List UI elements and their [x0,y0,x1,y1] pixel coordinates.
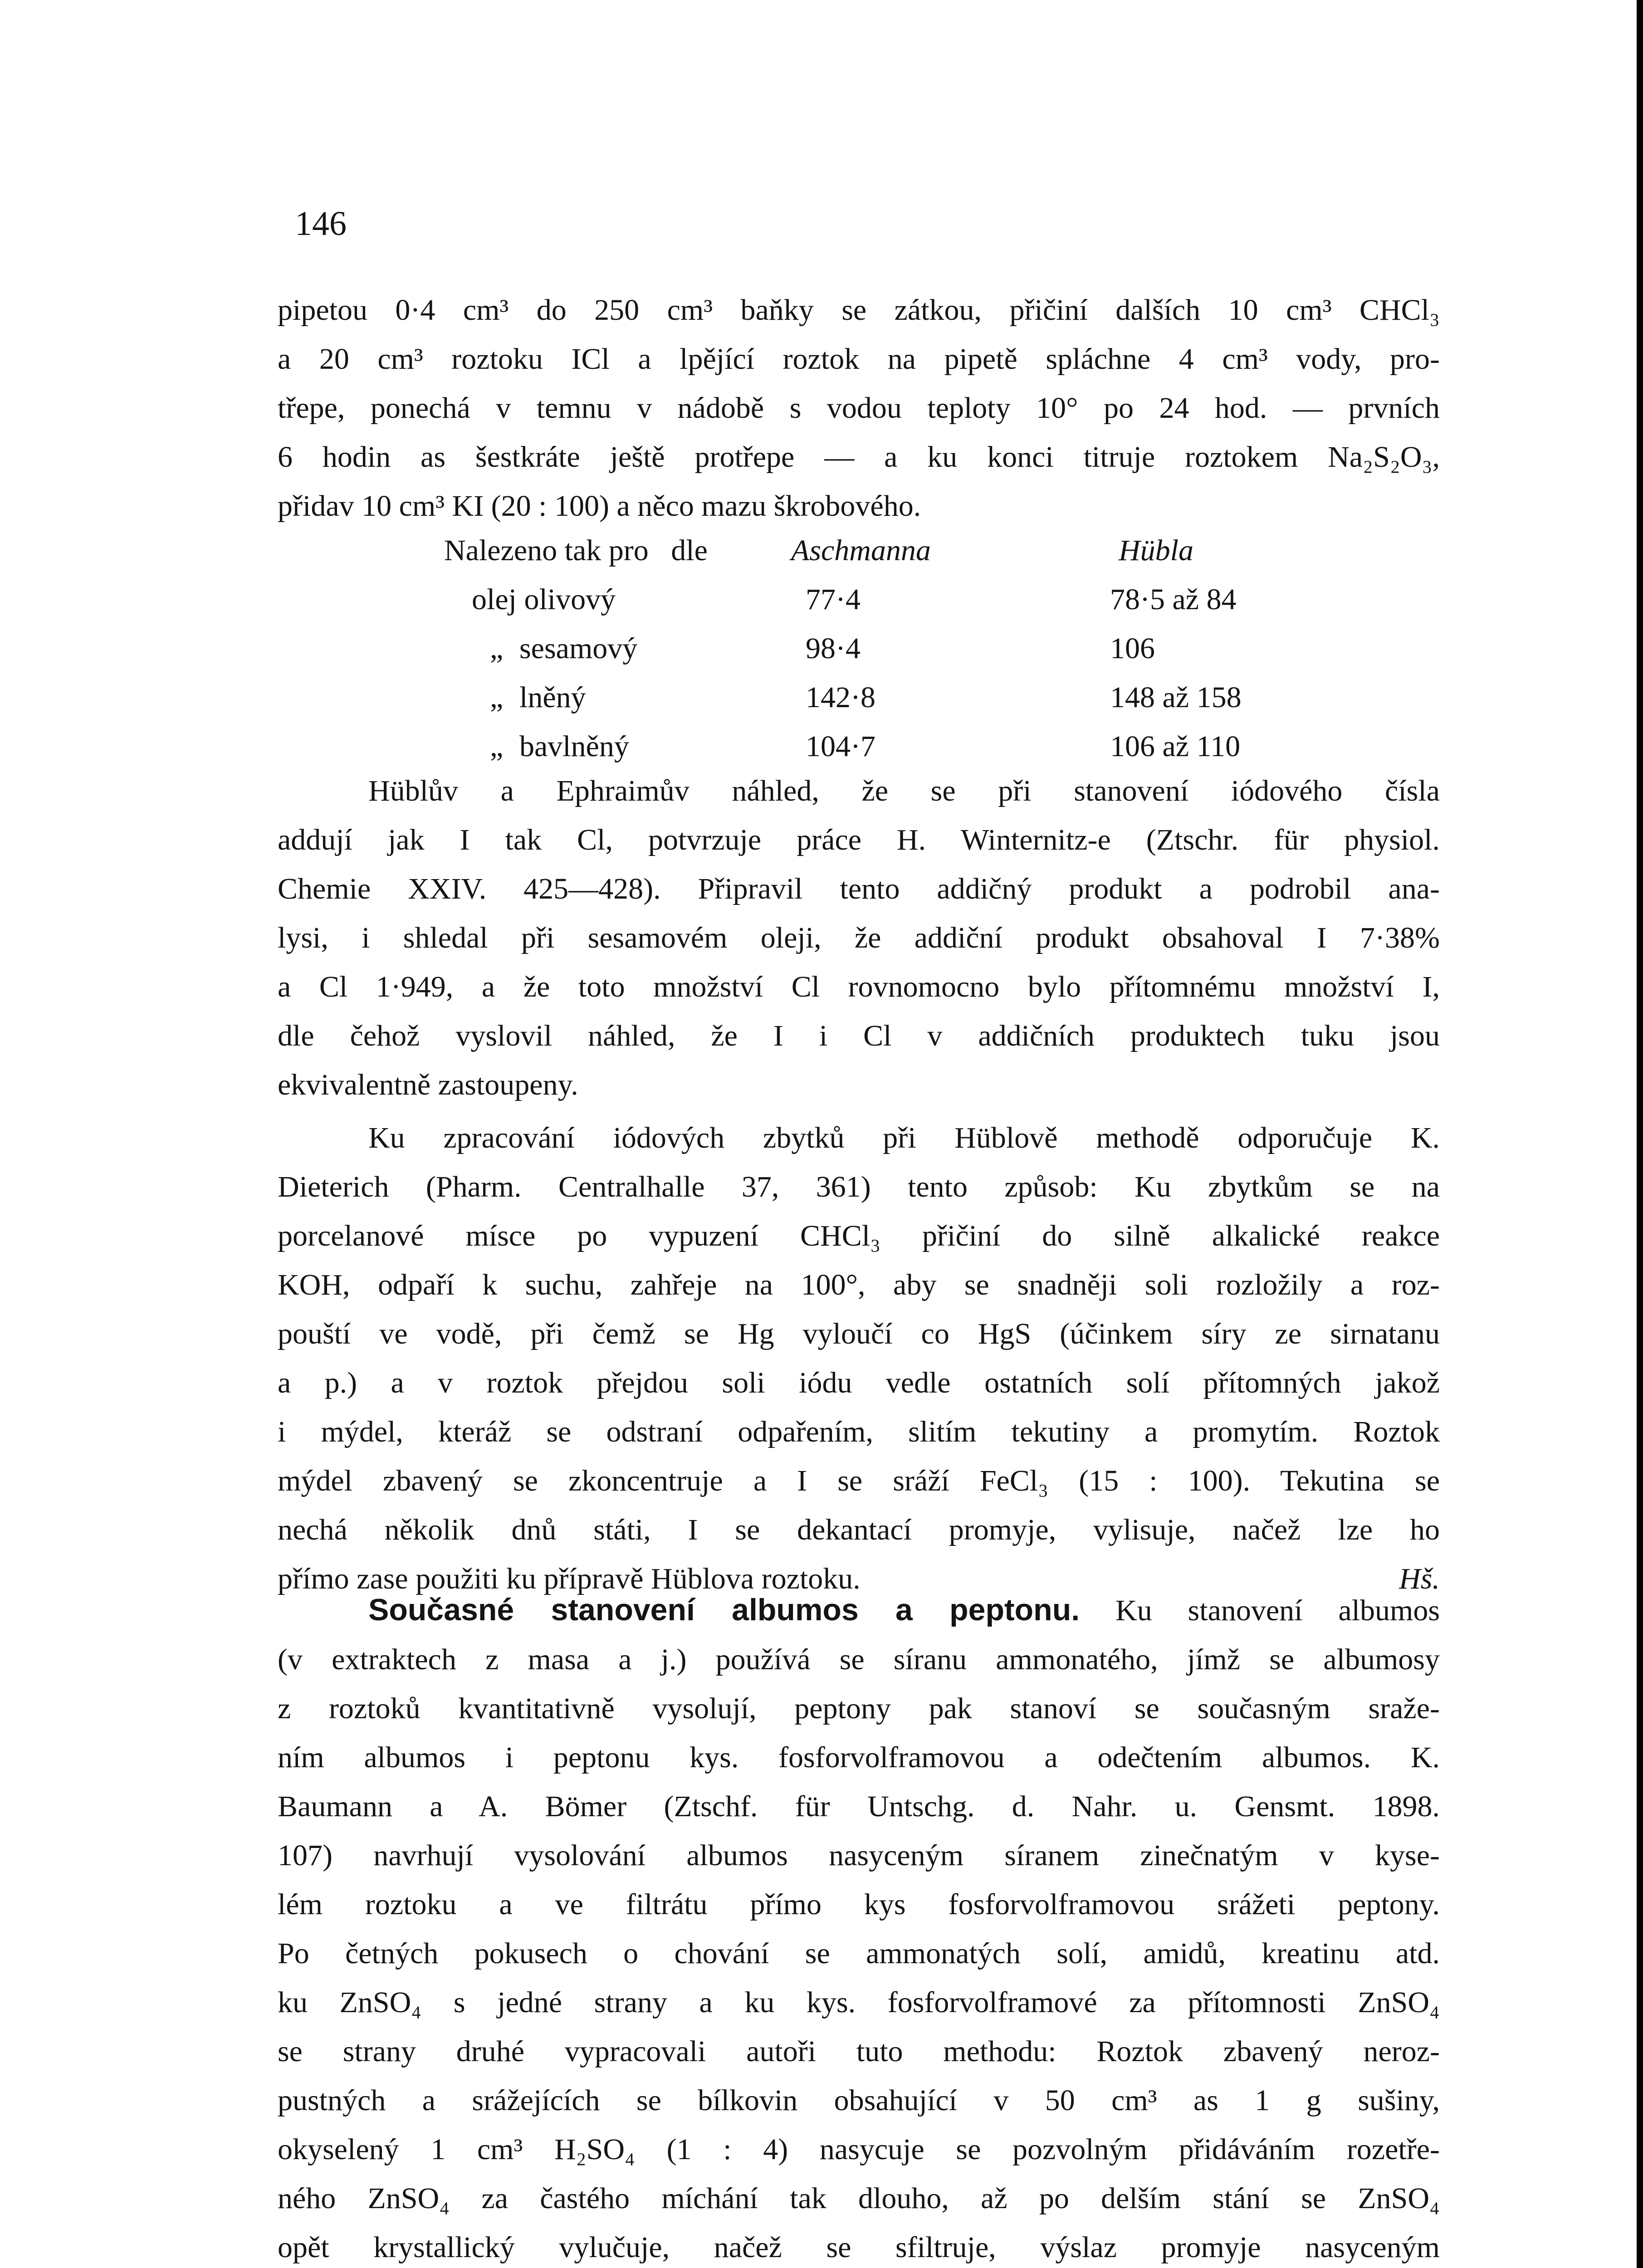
text-line: a 20 cm³ roztoku ICl a lpějící roztok na pipetě spláchne 4 cm³ vody, pro- [278,342,1440,376]
table-header-row [278,526,1440,575]
text-line: a p.) a v roztok přejdou soli iódu vedle ostatních solí přítomných jakož [278,1366,1440,1399]
value-hubl: 106 až 110 [1110,730,1241,763]
text-line: i mýdel, kteráž se odstraní odpařením, slitím tekutiny a promytím. Roztok [278,1415,1440,1448]
text-line: ku ZnSO₄ s jedné strany a ku kys. fosforvolframové za přítomnosti ZnSO₄ [278,1986,1440,2019]
ditto-mark: „ [490,730,504,763]
section-first-line: Současné stanovení albumos a peptonu. Ku stanovení albumos [368,1593,1440,1627]
value-aschmann: 104·7 [806,730,875,763]
text-line: třepe, ponechá v temnu v nádobě s vodou teploty 10° po 24 hod. — prvních [278,391,1440,425]
oil-name: sesamový [519,632,638,665]
text-line: (v extraktech z masa a j.) používá se síranu ammonatého, jímž se albumosy [278,1643,1440,1676]
oil-name: lněný [519,681,586,714]
text-line: mýdel zbavený se zkoncentruje a I se sráží FeCl₃ (15 : 100). Tekutina se [278,1464,1440,1497]
text-line: ekvivalentně zastoupeny. [278,1068,578,1101]
table-row [278,575,1440,624]
text-line: ného ZnSO₄ za častého míchání tak dlouho, až po delším stání se ZnSO₄ [278,2182,1440,2215]
table-row [278,624,1440,673]
text-line: okyselený 1 cm³ H₂SO₄ (1 : 4) nasycuje se pozvolným přidáváním rozetře- [278,2133,1440,2166]
value-aschmann: 98·4 [806,632,861,665]
value-hubl: 106 [1110,632,1155,665]
scan-edge-right [1637,0,1643,2268]
text-line: Ku zpracování iódových zbytků při Hüblově methodě odporučuje K. [368,1121,1440,1154]
text-line: nechá několik dnů státi, I se dekantací promyje, vylisuje, načež lze ho [278,1513,1440,1546]
text-line: pipetou 0·4 cm³ do 250 cm³ baňky se zátkou, přičiní dalších 10 cm³ CHCl₃ [278,293,1440,327]
text-line: přímo zase použiti ku přípravě Hüblova roztoku. [278,1562,861,1595]
ditto-mark: „ [490,681,504,714]
text-line: Dieterich (Pharm. Centralhalle 37, 361) tento způsob: Ku zbytkům se na [278,1170,1440,1203]
text-line: opět krystallický vylučuje, načež se sfiltruje, výslaz promyje nasyceným [278,2231,1440,2264]
text-line: a Cl 1·949, a že toto množství Cl rovnomocno bylo přítomnému množství I, [278,970,1440,1003]
text-line: Hüblův a Ephraimův náhled, že se při stanovení iódového čísla [368,774,1440,807]
text-line: lysi, i shledal při sesamovém oleji, že addiční produkt obsahoval I 7·38% [278,921,1440,954]
table-header-author-2: Hübla [1119,534,1193,567]
table-header-author-1: Aschmanna [791,534,931,567]
ditto-mark: „ [490,632,504,665]
text-line: Po četných pokusech o chování se ammonatých solí, amidů, kreatinu atd. [278,1937,1440,1970]
text-line: pustných a srážejících se bílkovin obsahující v 50 cm³ as 1 g sušiny, [278,2084,1440,2117]
text-line: dle čehož vyslovil náhled, že I i Cl v addičních produktech tuku jsou [278,1019,1440,1052]
iodine-number-table [278,526,1440,771]
oil-name: olej olivový [472,583,616,616]
paragraph-2 [278,767,1440,1110]
text-line: 6 hodin as šestkráte ještě protřepe — a ku konci titruje roztokem Na₂S₂O₃, [278,440,1440,474]
text-line: lém roztoku a ve filtrátu přímo kys fosforvolframovou srážeti peptony. [278,1888,1440,1921]
text-line: 107) navrhují vysolování albumos nasyceným síranem zinečnatým v kyse- [278,1839,1440,1872]
text-line: porcelanové mísce po vypuzení CHCl₃ přičiní do silně alkalické reakce [278,1219,1440,1252]
text-line: z roztoků kvantitativně vysolují, peptony pak stanoví se současným sraže- [278,1692,1440,1725]
text-line: se strany druhé vypracovali autoři tuto methodu: Roztok zbavený neroz- [278,2035,1440,2068]
value-hubl: 78·5 až 84 [1110,583,1237,616]
value-hubl: 148 až 158 [1110,681,1242,714]
section-albumos-peptone [278,1585,1440,2268]
paragraph-3 [278,1114,1440,1603]
value-aschmann: 142·8 [806,681,875,714]
text-line: KOH, odpaří k suchu, zahřeje na 100°, aby se snadněji soli rozložily a roz- [278,1268,1440,1301]
text-line: Baumann a A. Bömer (Ztschf. für Untschg. d. Nahr. u. Gensmt. 1898. [278,1790,1440,1823]
text-line: addují jak I tak Cl, potvrzuje práce H. Winternitz-e (Ztschr. für physiol. [278,823,1440,856]
section-title: Současné stanovení albumos a peptonu. [368,1593,1080,1627]
text-line: pouští ve vodě, při čemž se Hg vyloučí co HgS (účinkem síry ze sirnatanu [278,1317,1440,1350]
table-row [278,673,1440,722]
author-signature: Hš. [1399,1562,1440,1595]
oil-name: bavlněný [519,730,629,763]
table-header-label: Nalezeno tak pro dle [444,534,708,567]
paragraph-1 [278,286,1440,531]
text-line: Chemie XXIV. 425—428). Připravil tento addičný produkt a podrobil ana- [278,872,1440,905]
text-line: přidav 10 cm³ KI (20 : 100) a něco mazu škrobového. [278,489,921,523]
page-number: 146 [295,205,347,243]
value-aschmann: 77·4 [806,583,861,616]
text-line: ním albumos i peptonu kys. fosforvolframovou a odečtením albumos. K. [278,1741,1440,1774]
table-row [278,722,1440,771]
